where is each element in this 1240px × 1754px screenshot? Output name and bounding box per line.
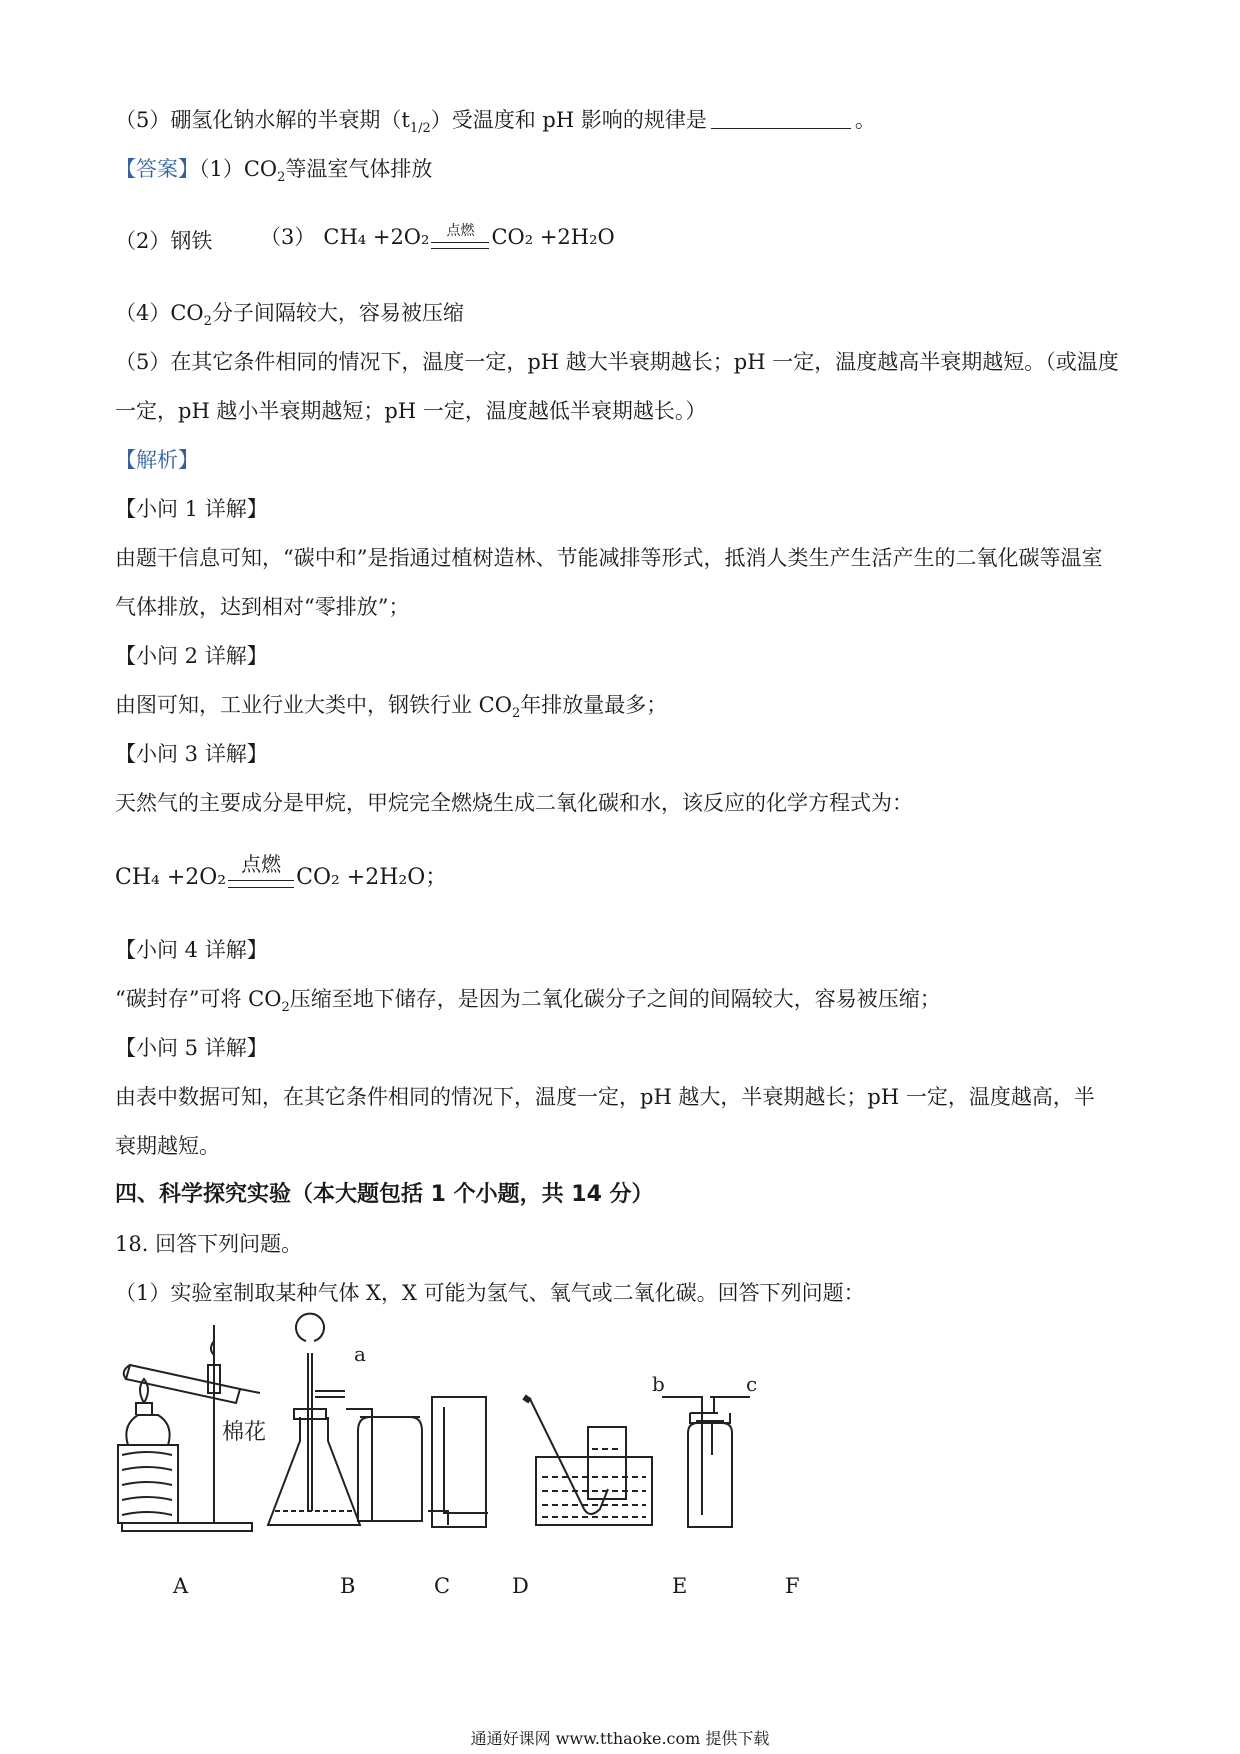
reaction-arrow: 点燃 — [226, 858, 296, 898]
apparatus-b — [268, 1314, 360, 1525]
answer-blank — [711, 106, 851, 129]
answer-3-equation: （3） CH₄ +2O₂ 点燃 CO₂ +2H₂O — [260, 221, 615, 254]
sub3-line: 天然气的主要成分是甲烷，甲烷完全燃烧生成二氧化碳和水，该反应的化学方程式为： — [115, 791, 913, 815]
answer-4: $(4)CO_2$分子间隔较大，容易被压缩 — [115, 301, 464, 330]
sub5-line-2: 衰期越短。 — [115, 1134, 220, 1158]
sub5-line-1: 由表中数据可知，在其它条件相同的情况下，温度一定，pH 越大，半衰期越长；pH 一定，温度越高，半 — [115, 1085, 1095, 1109]
apparatus-figure — [110, 1305, 890, 1545]
sub3-title: 【小问 3 详解】 — [115, 742, 268, 766]
label-e: E — [672, 1574, 688, 1598]
sub1-line-1: 由题干信息可知，“碳中和”是指通过植树造林、节能减排等形式，抵消人类生产生活产生的二氧化碳等温室 — [115, 546, 1103, 570]
port-a-label: a — [354, 1342, 366, 1366]
sub2-line: 由图可知，工业行业大类中，钢铁行业 $CO_2$年排放量最多； — [115, 693, 668, 722]
page-footer: 通通好课网 www.tthaoke.com 提供下载 — [470, 1729, 770, 1748]
label-b: B — [340, 1574, 356, 1598]
cotton-label: 棉花 — [222, 1420, 267, 1445]
sub4-line: “碳封存”可将 $CO_2$压缩至地下储存，是因为二氧化碳分子之间的间隔较大，容易被压缩； — [115, 987, 941, 1016]
label-c: C — [434, 1574, 451, 1598]
reaction-arrow: 点燃 — [429, 224, 491, 254]
port-b-label: b — [652, 1372, 665, 1396]
question-5: （5）硼氢化钠水解的半衰期$(t_{1/2})$受温度和 pH 影响的规律是 。 — [115, 108, 876, 137]
label-f: F — [785, 1574, 800, 1598]
label-d: D — [512, 1574, 529, 1598]
sub3-equation: CH₄ +2O₂ 点燃 CO₂ +2H₂O； — [115, 858, 447, 898]
apparatus-c — [346, 1409, 422, 1521]
apparatus-d — [428, 1397, 488, 1527]
answer-2: （2）钢铁 — [115, 229, 213, 253]
analysis-tag: 【解析】 — [115, 448, 199, 472]
sub1-title: 【小问 1 详解】 — [115, 497, 268, 521]
port-c-label: c — [746, 1372, 758, 1396]
answer-5-line-2: 一定，pH 越小半衰期越短；pH 一定，温度越低半衰期越长。） — [115, 399, 707, 423]
answer-tag: 【答案】 — [115, 157, 199, 181]
answer-5-line-1: （5）在其它条件相同的情况下，温度一定，pH 越大半衰期越长；pH 一定，温度越高半衰期越短。（或温度 — [115, 350, 1119, 374]
sub5-title: 【小问 5 详解】 — [115, 1036, 268, 1060]
question-18: 18. 回答下列问题。 — [115, 1232, 303, 1256]
sub4-title: 【小问 4 详解】 — [115, 938, 268, 962]
label-a: A — [173, 1574, 189, 1598]
answer-1: 【答案】$(1)CO_2$等温室气体排放 — [115, 157, 433, 186]
apparatus-f — [662, 1397, 750, 1527]
question-18-1: （1）实验室制取某种气体 X，X 可能为氢气、氧气或二氧化碳。回答下列问题： — [115, 1281, 865, 1305]
section-4-title: 四、科学探究实验（本大题包括 1 个小题，共 14 分） — [115, 1182, 654, 1207]
apparatus-e — [524, 1397, 652, 1525]
sub2-title: 【小问 2 详解】 — [115, 644, 268, 668]
sub1-line-2: 气体排放，达到相对“零排放”； — [115, 595, 410, 619]
